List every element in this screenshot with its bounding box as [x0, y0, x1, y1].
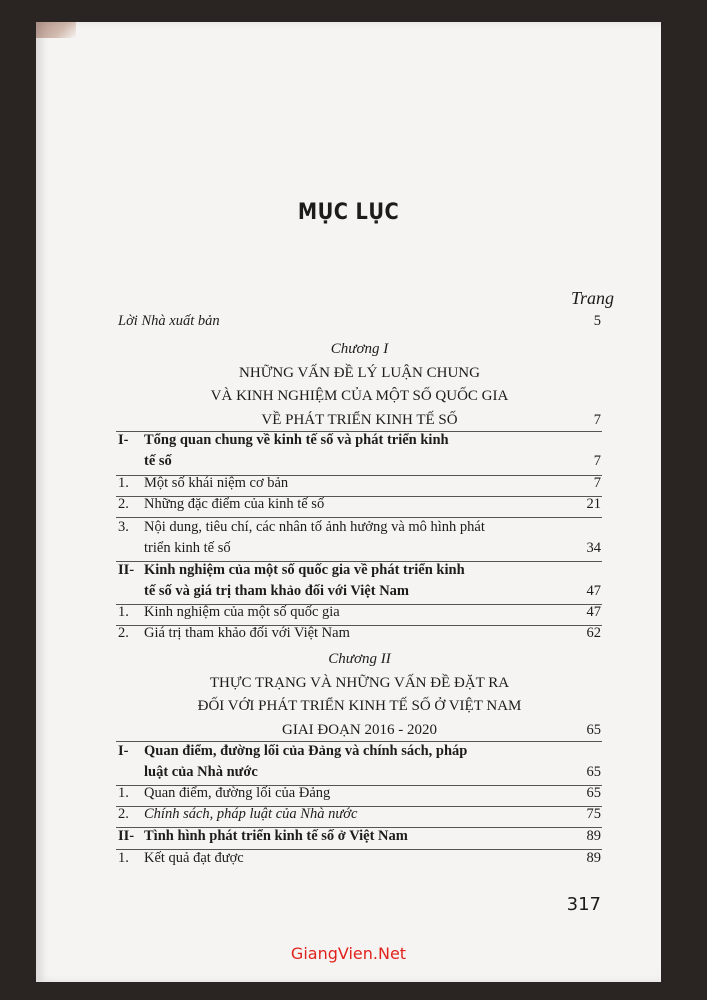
toc-heading: MỤC LỤC — [297, 200, 400, 225]
entry-page: 7 — [593, 475, 601, 491]
chapter-title-line: THỰC TRẠNG VÀ NHỮNG VẤN ĐỀ ĐẶT RA — [209, 674, 510, 691]
chapter-page: 7 — [593, 411, 601, 428]
chapter-title-line: VỀ PHÁT TRIỂN KINH TẾ SỐ — [261, 411, 458, 428]
entry-number: 1. — [118, 475, 129, 491]
entry-number: 2. — [118, 496, 129, 512]
toc-entry — [118, 430, 601, 472]
chapter-title-line: ĐỐI VỚI PHÁT TRIỂN KINH TẾ SỐ Ở VIỆT NAM — [197, 698, 522, 714]
entry-number: 3. — [118, 519, 129, 535]
chapter-page: 65 — [586, 721, 601, 738]
toc-entry — [118, 517, 601, 559]
entry-number: 1. — [118, 850, 129, 866]
toc-entry — [118, 560, 601, 602]
entry-text: Kinh nghiệm của một số quốc gia — [144, 604, 340, 620]
entry-text: Kết quả đạt được — [144, 850, 244, 866]
entry-number: 2. — [118, 625, 129, 641]
entry-text: Lời Nhà xuất bản — [118, 313, 220, 329]
chapter-title-line: GIAI ĐOẠN 2016 - 2020 — [282, 721, 437, 738]
entry-number: 2. — [118, 806, 129, 822]
entry-text: Quan điểm, đường lối của Đảng — [144, 785, 331, 801]
page-number: 317 — [566, 894, 601, 915]
entry-number: I- — [118, 743, 129, 759]
chapter-title-line: VÀ KINH NGHIỆM CỦA MỘT SỐ QUỐC GIA — [210, 388, 509, 404]
toc-entry-preface — [118, 311, 601, 332]
entry-page: 7 — [593, 453, 601, 469]
entry-number: II- — [118, 562, 135, 578]
entry-page: 75 — [586, 806, 601, 822]
entry-page: 65 — [586, 764, 601, 780]
entry-text: Tổng quan chung về kinh tế số và phát triển kinh tế số — [144, 432, 449, 469]
entry-page: 89 — [586, 850, 601, 866]
entry-text: Chính sách, pháp luật của Nhà nước — [144, 806, 358, 822]
entry-text: Kinh nghiệm của một số quốc gia về phát triển kinh tế số và giá trị tham khảo đối với Việt Nam — [144, 562, 465, 599]
entry-text: Những đặc điểm của kinh tế số — [144, 496, 325, 512]
entry-text: Tình hình phát triển kinh tế số ở Việt Nam — [144, 828, 408, 844]
chapter-1-title — [118, 338, 601, 432]
entry-number: I- — [118, 432, 129, 448]
chapter-label: Chương I — [330, 341, 389, 357]
entry-page: 34 — [586, 540, 601, 556]
watermark: GiangVien.Net — [290, 944, 407, 963]
chapter-label: Chương II — [328, 651, 391, 667]
entry-page: 5 — [593, 313, 601, 329]
entry-page: 47 — [586, 604, 601, 620]
entry-number: II- — [118, 828, 135, 844]
entry-page: 89 — [586, 828, 601, 844]
chapter-2-title — [118, 648, 601, 742]
entry-text: Một số khái niệm cơ bản — [144, 475, 289, 491]
toc-entry — [118, 741, 601, 783]
entry-text: Giá trị tham khảo đối với Việt Nam — [144, 625, 350, 641]
entry-page: 47 — [586, 583, 601, 599]
entry-number: 1. — [118, 604, 129, 620]
entry-page: 21 — [586, 496, 601, 512]
entry-page: 62 — [586, 625, 601, 641]
entry-number: 1. — [118, 785, 129, 801]
entry-text: Nội dung, tiêu chí, các nhân tố ảnh hưởng và mô hình phát triển kinh tế số — [144, 519, 485, 556]
entry-page: 65 — [586, 785, 601, 801]
entry-text: Quan điểm, đường lối của Đảng và chính sách, pháp luật của Nhà nước — [144, 743, 468, 780]
chapter-title-line: NHỮNG VẤN ĐỀ LÝ LUẬN CHUNG — [239, 364, 480, 381]
page-column-label: Trang — [570, 288, 614, 308]
book-page — [36, 22, 661, 982]
page-corner-mark — [36, 22, 76, 38]
